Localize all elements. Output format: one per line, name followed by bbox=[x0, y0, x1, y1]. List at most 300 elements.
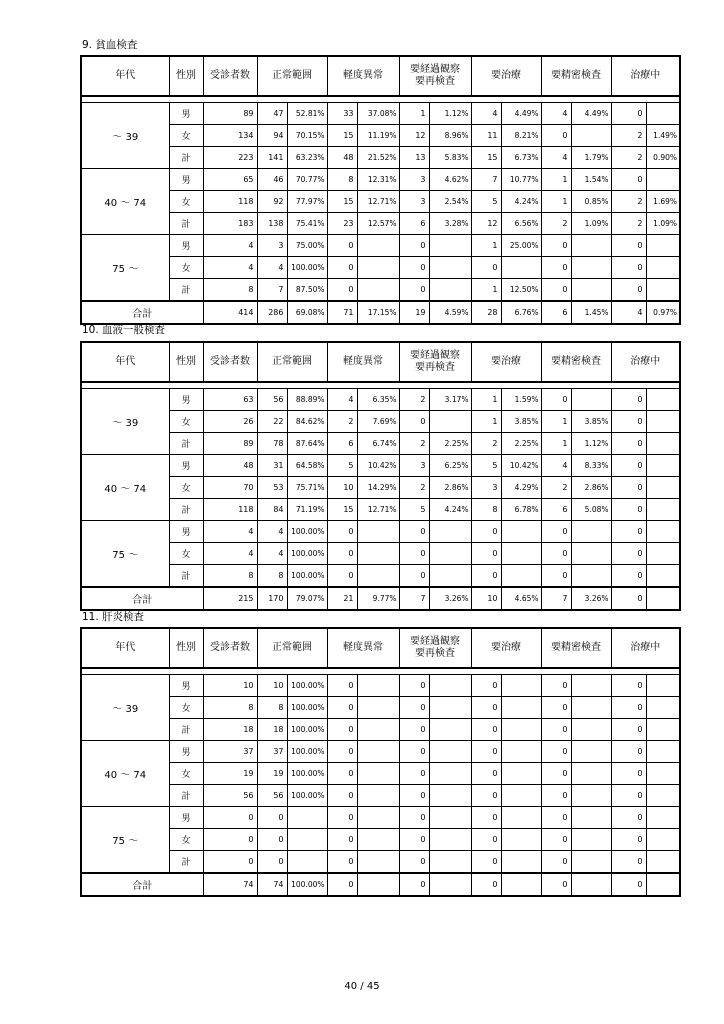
count-cell: 1 bbox=[471, 279, 501, 302]
table-row bbox=[81, 257, 680, 279]
sex-cell: 男 bbox=[169, 169, 203, 191]
count-cell: 5 bbox=[471, 455, 501, 477]
stat-table bbox=[80, 627, 681, 897]
count-cell: 0 bbox=[327, 785, 357, 807]
age-group-cell: 75 ～ bbox=[81, 235, 169, 302]
percent-cell: 12.50% bbox=[501, 279, 541, 302]
header-normal: 正常範囲 bbox=[257, 342, 327, 382]
count-cell: 0 bbox=[611, 763, 646, 785]
count-cell: 0 bbox=[611, 477, 646, 499]
count-cell: 2 bbox=[399, 433, 429, 455]
percent-cell bbox=[429, 829, 471, 851]
percent-cell: 2.54% bbox=[429, 191, 471, 213]
percent-cell bbox=[646, 851, 680, 874]
total-count-cell: 21 bbox=[327, 587, 357, 610]
count-cell: 0 bbox=[611, 851, 646, 874]
count-cell: 4 bbox=[327, 389, 357, 411]
percent-cell bbox=[646, 829, 680, 851]
total-percent-cell: 6.76% bbox=[501, 301, 541, 324]
count-cell: 12 bbox=[471, 213, 501, 235]
count-cell: 1 bbox=[471, 389, 501, 411]
percent-cell: 100.00% bbox=[287, 675, 327, 697]
count-cell: 0 bbox=[471, 675, 501, 697]
count-cell: 0 bbox=[611, 521, 646, 543]
total-count-cell: 0 bbox=[471, 873, 501, 896]
total-count-cell: 10 bbox=[471, 587, 501, 610]
percent-cell bbox=[501, 543, 541, 565]
percent-cell bbox=[646, 169, 680, 191]
percent-cell bbox=[501, 719, 541, 741]
count-cell: 0 bbox=[541, 543, 571, 565]
percent-cell: 1.69% bbox=[646, 191, 680, 213]
header-detailed: 要精密検査 bbox=[541, 56, 611, 96]
count-cell: 2 bbox=[541, 213, 571, 235]
count-cell: 0 bbox=[611, 785, 646, 807]
examinees-cell: 4 bbox=[203, 235, 257, 257]
percent-cell: 8.96% bbox=[429, 125, 471, 147]
sex-cell: 計 bbox=[169, 499, 203, 521]
percent-cell bbox=[646, 455, 680, 477]
examinees-cell: 70 bbox=[203, 477, 257, 499]
count-cell: 0 bbox=[611, 411, 646, 433]
percent-cell: 6.35% bbox=[357, 389, 399, 411]
table-row bbox=[81, 147, 680, 169]
count-cell: 1 bbox=[541, 169, 571, 191]
percent-cell: 5.08% bbox=[571, 499, 611, 521]
count-cell: 2 bbox=[611, 213, 646, 235]
sex-cell: 女 bbox=[169, 763, 203, 785]
header-normal: 正常範囲 bbox=[257, 56, 327, 96]
count-cell: 0 bbox=[611, 499, 646, 521]
percent-cell bbox=[287, 807, 327, 829]
percent-cell bbox=[429, 763, 471, 785]
examinees-cell: 118 bbox=[203, 191, 257, 213]
examinees-cell: 48 bbox=[203, 455, 257, 477]
total-percent-cell bbox=[571, 873, 611, 896]
table-row bbox=[81, 763, 680, 785]
count-cell: 6 bbox=[399, 213, 429, 235]
examinees-cell: 8 bbox=[203, 697, 257, 719]
percent-cell bbox=[646, 433, 680, 455]
header-line: 要再検査 bbox=[415, 76, 455, 87]
percent-cell: 88.89% bbox=[287, 389, 327, 411]
count-cell: 0 bbox=[611, 807, 646, 829]
sex-cell: 女 bbox=[169, 125, 203, 147]
count-cell: 8 bbox=[471, 499, 501, 521]
total-label: 合計 bbox=[81, 587, 203, 610]
table-row bbox=[81, 829, 680, 851]
percent-cell: 52.81% bbox=[287, 103, 327, 125]
count-cell: 0 bbox=[541, 235, 571, 257]
count-cell: 1 bbox=[541, 411, 571, 433]
count-cell: 4 bbox=[541, 103, 571, 125]
count-cell: 0 bbox=[471, 763, 501, 785]
count-cell: 5 bbox=[399, 499, 429, 521]
sex-cell: 女 bbox=[169, 697, 203, 719]
count-cell: 0 bbox=[611, 697, 646, 719]
count-cell: 0 bbox=[471, 521, 501, 543]
percent-cell bbox=[357, 521, 399, 543]
count-cell: 0 bbox=[399, 763, 429, 785]
examinees-cell: 134 bbox=[203, 125, 257, 147]
count-cell: 0 bbox=[399, 719, 429, 741]
percent-cell: 21.52% bbox=[357, 147, 399, 169]
percent-cell bbox=[571, 697, 611, 719]
header-treatment: 要治療 bbox=[471, 56, 541, 96]
count-cell: 0 bbox=[611, 257, 646, 279]
header-mild: 軽度異常 bbox=[327, 56, 399, 96]
percent-cell: 6.25% bbox=[429, 455, 471, 477]
count-cell: 3 bbox=[399, 455, 429, 477]
header-age: 年代 bbox=[81, 342, 169, 382]
percent-cell bbox=[287, 851, 327, 874]
count-cell: 4 bbox=[257, 543, 287, 565]
sex-cell: 男 bbox=[169, 521, 203, 543]
header-treatment: 要治療 bbox=[471, 342, 541, 382]
count-cell: 0 bbox=[471, 785, 501, 807]
total-percent-cell bbox=[646, 873, 680, 896]
age-group-cell: ～ 39 bbox=[81, 103, 169, 169]
percent-cell bbox=[501, 763, 541, 785]
percent-cell bbox=[357, 719, 399, 741]
count-cell: 31 bbox=[257, 455, 287, 477]
count-cell: 4 bbox=[541, 147, 571, 169]
sex-cell: 男 bbox=[169, 741, 203, 763]
total-percent-cell: 0.97% bbox=[646, 301, 680, 324]
percent-cell: 6.74% bbox=[357, 433, 399, 455]
percent-cell: 2.86% bbox=[571, 477, 611, 499]
count-cell: 0 bbox=[541, 279, 571, 302]
page-number: 40 / 45 bbox=[344, 981, 380, 992]
percent-cell: 71.19% bbox=[287, 499, 327, 521]
percent-cell bbox=[571, 543, 611, 565]
count-cell: 15 bbox=[327, 499, 357, 521]
count-cell: 0 bbox=[327, 763, 357, 785]
header-under-treatment: 治療中 bbox=[611, 342, 680, 382]
percent-cell bbox=[646, 675, 680, 697]
percent-cell bbox=[571, 521, 611, 543]
sex-cell: 女 bbox=[169, 191, 203, 213]
count-cell: 7 bbox=[471, 169, 501, 191]
percent-cell: 2.25% bbox=[501, 433, 541, 455]
count-cell: 0 bbox=[541, 763, 571, 785]
percent-cell: 75.71% bbox=[287, 477, 327, 499]
total-count-cell: 74 bbox=[257, 873, 287, 896]
percent-cell bbox=[646, 719, 680, 741]
age-group-cell: ～ 39 bbox=[81, 389, 169, 455]
count-cell: 0 bbox=[399, 235, 429, 257]
count-cell: 0 bbox=[327, 851, 357, 874]
percent-cell: 100.00% bbox=[287, 763, 327, 785]
percent-cell bbox=[429, 851, 471, 874]
count-cell: 1 bbox=[541, 191, 571, 213]
total-label: 合計 bbox=[81, 301, 203, 324]
header-sex: 性別 bbox=[169, 56, 203, 96]
percent-cell: 6.56% bbox=[501, 213, 541, 235]
percent-cell: 1.12% bbox=[571, 433, 611, 455]
count-cell: 0 bbox=[611, 543, 646, 565]
percent-cell bbox=[357, 257, 399, 279]
percent-cell bbox=[646, 763, 680, 785]
count-cell: 0 bbox=[541, 675, 571, 697]
percent-cell: 100.00% bbox=[287, 697, 327, 719]
sex-cell: 計 bbox=[169, 433, 203, 455]
table-row bbox=[81, 213, 680, 235]
count-cell: 84 bbox=[257, 499, 287, 521]
count-cell: 0 bbox=[471, 851, 501, 874]
count-cell: 0 bbox=[327, 741, 357, 763]
percent-cell bbox=[571, 235, 611, 257]
header-mild: 軽度異常 bbox=[327, 628, 399, 668]
percent-cell: 100.00% bbox=[287, 719, 327, 741]
percent-cell: 2.25% bbox=[429, 433, 471, 455]
count-cell: 0 bbox=[541, 785, 571, 807]
count-cell: 4 bbox=[257, 521, 287, 543]
count-cell: 5 bbox=[327, 455, 357, 477]
percent-cell: 100.00% bbox=[287, 565, 327, 588]
count-cell: 48 bbox=[327, 147, 357, 169]
count-cell: 0 bbox=[471, 257, 501, 279]
count-cell: 0 bbox=[399, 279, 429, 302]
count-cell: 0 bbox=[471, 741, 501, 763]
total-row bbox=[81, 301, 680, 324]
table-row bbox=[81, 433, 680, 455]
count-cell: 0 bbox=[257, 829, 287, 851]
percent-cell: 14.29% bbox=[357, 477, 399, 499]
header-sex: 性別 bbox=[169, 342, 203, 382]
count-cell: 0 bbox=[541, 125, 571, 147]
count-cell: 0 bbox=[257, 807, 287, 829]
count-cell: 0 bbox=[327, 279, 357, 302]
count-cell: 0 bbox=[471, 565, 501, 588]
percent-cell bbox=[646, 103, 680, 125]
table-row bbox=[81, 389, 680, 411]
header-under-treatment: 治療中 bbox=[611, 56, 680, 96]
percent-cell: 6.78% bbox=[501, 499, 541, 521]
total-examinees: 414 bbox=[203, 301, 257, 324]
percent-cell bbox=[501, 741, 541, 763]
total-label: 合計 bbox=[81, 873, 203, 896]
header-examinees: 受診者数 bbox=[203, 56, 257, 96]
percent-cell bbox=[501, 829, 541, 851]
count-cell: 0 bbox=[327, 235, 357, 257]
table-row bbox=[81, 741, 680, 763]
count-cell: 0 bbox=[399, 257, 429, 279]
sex-cell: 男 bbox=[169, 103, 203, 125]
count-cell: 56 bbox=[257, 785, 287, 807]
percent-cell bbox=[571, 807, 611, 829]
count-cell: 0 bbox=[611, 565, 646, 588]
count-cell: 78 bbox=[257, 433, 287, 455]
percent-cell: 4.62% bbox=[429, 169, 471, 191]
examinees-cell: 4 bbox=[203, 543, 257, 565]
percent-cell bbox=[429, 807, 471, 829]
percent-cell: 1.54% bbox=[571, 169, 611, 191]
table-row bbox=[81, 477, 680, 499]
percent-cell: 10.42% bbox=[501, 455, 541, 477]
percent-cell: 3.28% bbox=[429, 213, 471, 235]
count-cell: 6 bbox=[541, 499, 571, 521]
count-cell: 8 bbox=[257, 565, 287, 588]
count-cell: 4 bbox=[257, 257, 287, 279]
percent-cell: 84.62% bbox=[287, 411, 327, 433]
examinees-cell: 4 bbox=[203, 257, 257, 279]
examinees-cell: 118 bbox=[203, 499, 257, 521]
percent-cell: 64.58% bbox=[287, 455, 327, 477]
examinees-cell: 89 bbox=[203, 433, 257, 455]
total-count-cell: 0 bbox=[541, 873, 571, 896]
percent-cell: 12.71% bbox=[357, 191, 399, 213]
sex-cell: 女 bbox=[169, 543, 203, 565]
count-cell: 0 bbox=[327, 719, 357, 741]
total-count-cell: 6 bbox=[541, 301, 571, 324]
percent-cell bbox=[571, 389, 611, 411]
percent-cell bbox=[501, 675, 541, 697]
table-row bbox=[81, 543, 680, 565]
count-cell: 53 bbox=[257, 477, 287, 499]
table-row bbox=[81, 191, 680, 213]
examinees-cell: 18 bbox=[203, 719, 257, 741]
count-cell: 2 bbox=[327, 411, 357, 433]
table-row bbox=[81, 565, 680, 588]
percent-cell: 0.90% bbox=[646, 147, 680, 169]
percent-cell: 75.00% bbox=[287, 235, 327, 257]
sex-cell: 男 bbox=[169, 455, 203, 477]
percent-cell: 3.85% bbox=[571, 411, 611, 433]
count-cell: 8 bbox=[257, 697, 287, 719]
sex-cell: 女 bbox=[169, 411, 203, 433]
percent-cell: 4.24% bbox=[501, 191, 541, 213]
percent-cell bbox=[571, 565, 611, 588]
percent-cell: 63.23% bbox=[287, 147, 327, 169]
count-cell: 0 bbox=[399, 807, 429, 829]
examinees-cell: 63 bbox=[203, 389, 257, 411]
age-group-cell: 40 ～ 74 bbox=[81, 455, 169, 521]
sex-cell: 男 bbox=[169, 807, 203, 829]
percent-cell bbox=[646, 499, 680, 521]
percent-cell bbox=[357, 829, 399, 851]
total-percent-cell: 69.08% bbox=[287, 301, 327, 324]
sex-cell: 男 bbox=[169, 235, 203, 257]
percent-cell bbox=[429, 279, 471, 302]
examinees-cell: 183 bbox=[203, 213, 257, 235]
count-cell: 0 bbox=[399, 411, 429, 433]
percent-cell: 8.21% bbox=[501, 125, 541, 147]
examinees-cell: 223 bbox=[203, 147, 257, 169]
percent-cell: 1.12% bbox=[429, 103, 471, 125]
age-group-cell: 75 ～ bbox=[81, 521, 169, 588]
total-count-cell: 0 bbox=[611, 587, 646, 610]
percent-cell bbox=[646, 235, 680, 257]
percent-cell bbox=[429, 521, 471, 543]
total-examinees: 74 bbox=[203, 873, 257, 896]
examinees-cell: 65 bbox=[203, 169, 257, 191]
header-mild: 軽度異常 bbox=[327, 342, 399, 382]
count-cell: 0 bbox=[399, 829, 429, 851]
examinees-cell: 0 bbox=[203, 829, 257, 851]
stat-table bbox=[80, 341, 681, 611]
table-row bbox=[81, 785, 680, 807]
header-normal: 正常範囲 bbox=[257, 628, 327, 668]
count-cell: 23 bbox=[327, 213, 357, 235]
count-cell: 0 bbox=[611, 169, 646, 191]
count-cell: 92 bbox=[257, 191, 287, 213]
total-count-cell: 7 bbox=[541, 587, 571, 610]
count-cell: 0 bbox=[611, 389, 646, 411]
header-observe bbox=[399, 342, 471, 382]
count-cell: 1 bbox=[471, 411, 501, 433]
sex-cell: 女 bbox=[169, 257, 203, 279]
total-percent-cell: 1.45% bbox=[571, 301, 611, 324]
percent-cell bbox=[646, 697, 680, 719]
percent-cell bbox=[501, 257, 541, 279]
section-title-blood: 10. 血液一般検査 bbox=[82, 324, 166, 336]
percent-cell: 4.24% bbox=[429, 499, 471, 521]
percent-cell bbox=[646, 477, 680, 499]
total-percent-cell bbox=[429, 873, 471, 896]
percent-cell bbox=[429, 719, 471, 741]
count-cell: 8 bbox=[327, 169, 357, 191]
percent-cell bbox=[357, 807, 399, 829]
percent-cell bbox=[646, 741, 680, 763]
percent-cell bbox=[571, 719, 611, 741]
count-cell: 0 bbox=[611, 235, 646, 257]
count-cell: 0 bbox=[327, 521, 357, 543]
count-cell: 56 bbox=[257, 389, 287, 411]
count-cell: 0 bbox=[399, 741, 429, 763]
sex-cell: 計 bbox=[169, 851, 203, 874]
sex-cell: 女 bbox=[169, 829, 203, 851]
sex-cell: 計 bbox=[169, 719, 203, 741]
sex-cell: 計 bbox=[169, 213, 203, 235]
count-cell: 37 bbox=[257, 741, 287, 763]
percent-cell bbox=[646, 807, 680, 829]
count-cell: 3 bbox=[399, 191, 429, 213]
count-cell: 0 bbox=[541, 807, 571, 829]
count-cell: 11 bbox=[471, 125, 501, 147]
total-percent-cell: 3.26% bbox=[429, 587, 471, 610]
examinees-cell: 0 bbox=[203, 851, 257, 874]
percent-cell: 2.86% bbox=[429, 477, 471, 499]
total-examinees: 215 bbox=[203, 587, 257, 610]
examinees-cell: 0 bbox=[203, 807, 257, 829]
percent-cell bbox=[357, 741, 399, 763]
count-cell: 2 bbox=[611, 125, 646, 147]
header-line: 要再検査 bbox=[415, 648, 455, 659]
percent-cell: 5.83% bbox=[429, 147, 471, 169]
percent-cell: 100.00% bbox=[287, 785, 327, 807]
table-row bbox=[81, 851, 680, 874]
examinees-cell: 56 bbox=[203, 785, 257, 807]
percent-cell bbox=[501, 807, 541, 829]
percent-cell bbox=[571, 675, 611, 697]
percent-cell bbox=[571, 741, 611, 763]
total-count-cell: 0 bbox=[327, 873, 357, 896]
percent-cell: 70.77% bbox=[287, 169, 327, 191]
sex-cell: 計 bbox=[169, 147, 203, 169]
count-cell: 2 bbox=[611, 147, 646, 169]
count-cell: 10 bbox=[257, 675, 287, 697]
percent-cell: 7.69% bbox=[357, 411, 399, 433]
total-count-cell: 28 bbox=[471, 301, 501, 324]
percent-cell bbox=[357, 235, 399, 257]
count-cell: 0 bbox=[257, 851, 287, 874]
percent-cell: 3.17% bbox=[429, 389, 471, 411]
count-cell: 94 bbox=[257, 125, 287, 147]
age-group-cell: 40 ～ 74 bbox=[81, 741, 169, 807]
percent-cell bbox=[646, 257, 680, 279]
count-cell: 15 bbox=[471, 147, 501, 169]
